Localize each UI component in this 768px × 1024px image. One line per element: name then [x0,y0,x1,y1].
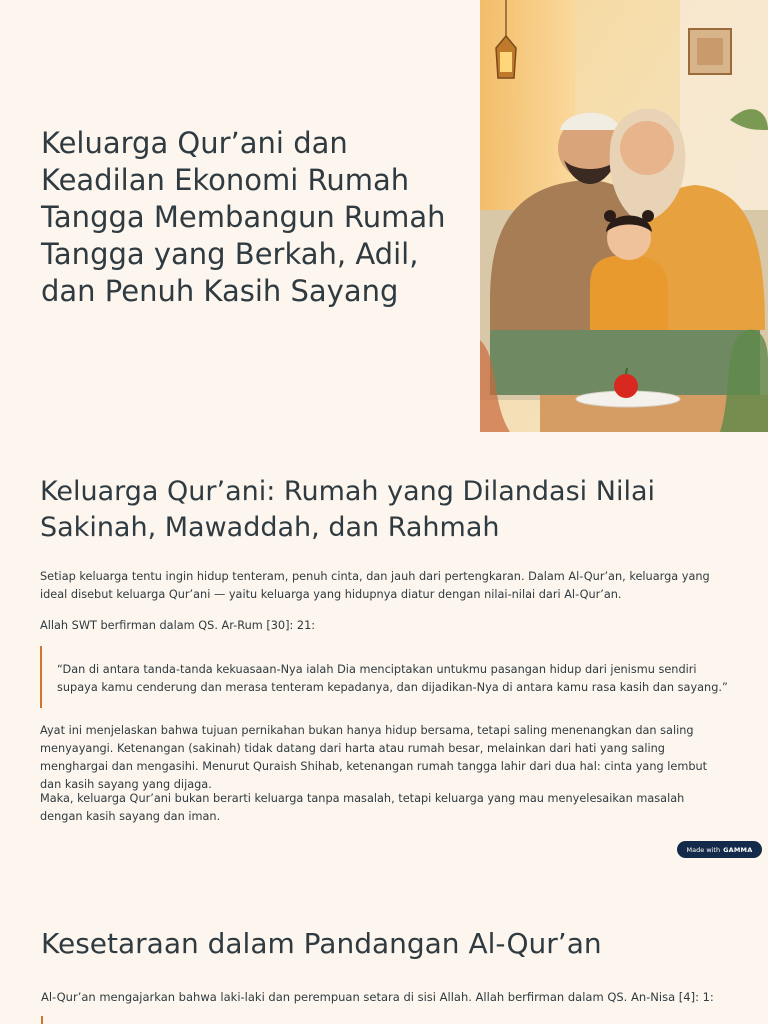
made-with-gamma-badge[interactable] [677,841,762,858]
badge-prefix: Made with [686,845,721,854]
explanation-paragraph: Ayat ini menjelaskan bahwa tujuan pernikahan bukan hanya hidup bersama, tetapi saling menenangkan dan saling menyayangi. Ketenangan (sakinah) tidak datang dari harta atau rumah besar, melainkan dari hati yang saling menghargai dan mengasihi. Menurut Quraish Shihab, ketenangan rumah tangga lahir dari dua hal: cinta yang lembut dan kasih sayang yang dijaga. [40,724,708,791]
intro-paragraph: Setiap keluarga tentu ingin hidup tenteram, penuh cinta, dan jauh dari pertengkaran. Dalam Al-Qur’an, keluarga yang ideal disebut keluarga Qur’ani — yaitu keluarga yang hidupnya diatur dengan nilai-nilai dari Al-Qur’an. [40,570,710,601]
section-title-kesetaraan: Kesetaraan dalam Pandangan Al-Qur’an [41,927,602,960]
quote-text: “Dan di antara tanda-tanda kekuasaan-Nya ialah Dia menciptakan untukmu pasangan hidup dari jenismu sendiri supaya kamu cenderung dan merasa tenteram kepadanya, dan dijadikan-Nya di antara kamu rasa kasih dan sayang.” [57,663,728,694]
section-title-keluarga-qurani: Keluarga Qur’ani: Rumah yang Dilandasi Nilai Sakinah, Mawaddah, dan Rahmah [40,476,656,543]
gamma-logo: GAMMA [723,845,753,854]
section2-intro: Al-Qur’an mengajarkan bahwa laki-laki dan perempuan setara di sisi Allah. Allah berfirman dalam QS. An-Nisa [4]: 1: [41,990,714,1004]
family-illustration [480,0,768,432]
quote-block [40,646,730,708]
verse-reference: Allah SWT berfirman dalam QS. Ar-Rum [30]: 21: [40,619,316,632]
quote-border [41,1016,43,1024]
hero-title: Keluarga Qur’ani dan Keadilan Ekonomi Rumah Tangga Membangun Rumah Tangga yang Berkah, Adil, dan Penuh Kasih Sayang [41,126,446,308]
hero-section [0,0,768,432]
conclusion-paragraph: Maka, keluarga Qur’ani bukan berarti keluarga tanpa masalah, tetapi keluarga yang mau menyelesaikan masalah dengan kasih sayang dan iman. [40,792,685,823]
